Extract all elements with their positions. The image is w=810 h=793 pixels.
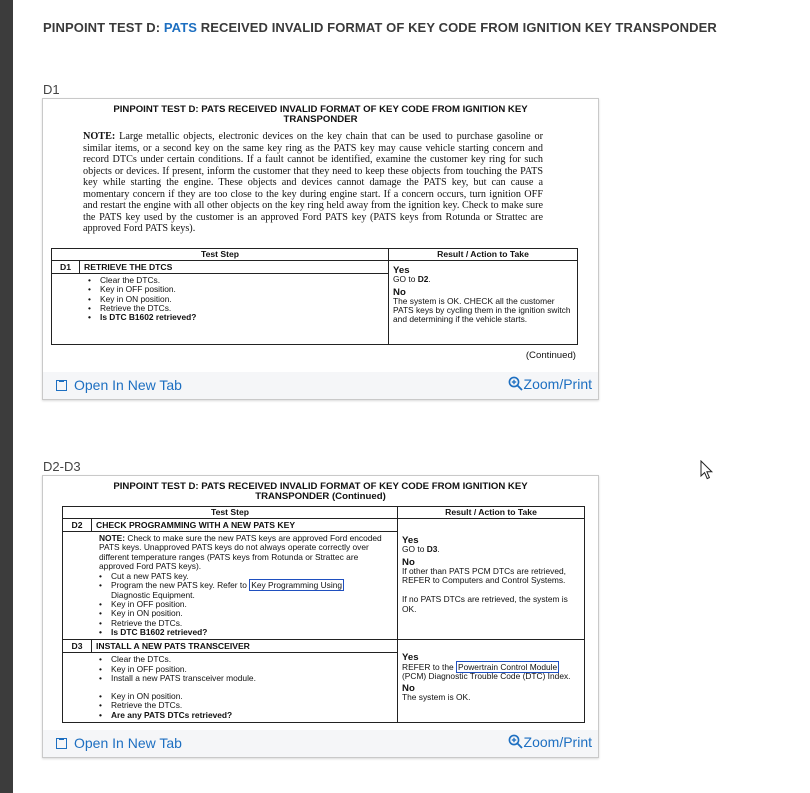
open-in-new-tab-button[interactable]: Open In New Tab (56, 377, 182, 393)
diagram-image-d2-d3[interactable] (43, 476, 598, 729)
zoom-in-icon (508, 734, 523, 749)
list-item: • Clear the DTCs. (63, 655, 397, 664)
step-number: D2 (63, 519, 92, 532)
test-table-d2-d3 (62, 506, 585, 723)
list-item: • Retrieve the DTCs. (52, 304, 388, 313)
col-header-result: Result / Action to Take (398, 507, 585, 519)
step-body-d2 (63, 532, 398, 640)
diagram-title: PINPOINT TEST D: PATS RECEIVED INVALID FORMAT OF KEY CODE FROM IGNITION KEY TRANSPONDER (Continued) (113, 481, 528, 502)
mouse-cursor-icon (700, 460, 714, 480)
key-programming-link[interactable]: Key Programming Using (251, 580, 343, 591)
zoom-print-button[interactable]: Zoom/Print (508, 376, 592, 392)
list-item: • Clear the DTCs. (52, 276, 388, 285)
open-tab-icon (56, 380, 67, 391)
diagram-title: PINPOINT TEST D: PATS RECEIVED INVALID FORMAT OF KEY CODE FROM IGNITION KEY TRANSPONDER (113, 104, 528, 125)
result-cell-d2: Yes GO to D3. No If other than PATS PCM DTCs are retrieved, REFER to Computers and Control Systems. If no PATS DTCs are retrieved, the system is OK. (398, 519, 585, 640)
step-body-d3 (63, 653, 398, 723)
list-item: • Key in OFF position. (63, 600, 397, 609)
step-title: RETRIEVE THE DTCS (80, 261, 389, 274)
powertrain-control-module-link[interactable]: Powertrain Control Module (458, 661, 558, 672)
col-header-result: Result / Action to Take (389, 249, 578, 261)
diagram-card-d1 (42, 98, 599, 400)
open-tab-icon (56, 738, 67, 749)
list-item: • Key in OFF position. (52, 285, 388, 294)
list-item: • Key in ON position. (63, 692, 397, 701)
step-title: CHECK PROGRAMMING WITH A NEW PATS KEY (92, 519, 398, 532)
list-item: • Cut a new PATS key. (63, 572, 397, 581)
result-cell: Yes GO to D2. No The system is OK. CHECK all the customer PATS keys by cycling them in the ignition switch and determining if the vehicle starts. (389, 261, 578, 345)
col-header-step: Test Step (63, 507, 398, 519)
step-body (52, 274, 389, 345)
page-title: PINPOINT TEST D: PATS RECEIVED INVALID FORMAT OF KEY CODE FROM IGNITION KEY TRANSPONDER (43, 20, 717, 35)
diagram-image-d1[interactable] (43, 99, 598, 371)
card-footer (43, 372, 598, 399)
note-paragraph: NOTE: Large metallic objects, electronic devices on the key chain that can be used to purchase gasoline or similar items, or a second key on the same key ring as the PATS key may cause vehicle starting concern and record DTCs under certain conditions. If a fault cannot be identified, examine the customer key ring for such objects or devices. If present, inform the customer that they need to keep these objects from touching the PATS key while starting the engine. These objects and devices cannot damage the PATS key, but can cause a momentary concern if they are too close to the key during engine start. If a concern occurs, turn ignition OFF and restart the engine with all other objects on the key ring held away from the ignition key. Check to make sure the PATS key used by the customer is an approved Ford PATS key (PATS keys from Rotunda or Strattec are approved Ford PATS keys). (83, 131, 543, 234)
test-table-d1 (51, 248, 578, 345)
continued-label: (Continued) (525, 350, 576, 361)
zoom-print-button[interactable]: Zoom/Print (508, 734, 592, 750)
col-header-step: Test Step (52, 249, 389, 261)
list-item: • Key in OFF position. (63, 665, 397, 674)
list-item: • Key in ON position. (52, 295, 388, 304)
step-note: NOTE: Check to make sure the new PATS keys are approved Ford encoded PATS keys. Unapproved PATS keys do not always operate correctly over different temperature ranges (PATS keys from Rotunda or Strattec are approved Ford PATS keys). (99, 533, 382, 571)
section-label-d1: D1 (43, 82, 60, 97)
list-item: • Key in ON position. (63, 609, 397, 618)
list-item: • Install a new PATS transceiver module. (63, 674, 397, 683)
result-cell-d3: Yes REFER to the Powertrain Control Module (PCM) Diagnostic Trouble Code (DTC) Index. No The system is OK. (398, 640, 585, 723)
list-item: • Are any PATS DTCs retrieved? (63, 711, 397, 720)
card-footer (43, 730, 598, 757)
open-in-new-tab-button[interactable]: Open In New Tab (56, 735, 182, 751)
pats-highlight: PATS (163, 20, 198, 35)
step-title: INSTALL A NEW PATS TRANSCEIVER (92, 640, 398, 653)
list-item: • Program the new PATS key. Refer to Key Programming Using Diagnostic Equipment. (63, 581, 397, 600)
section-label-d2-d3: D2-D3 (43, 459, 81, 474)
step-number: D1 (52, 261, 80, 274)
zoom-in-icon (508, 376, 523, 391)
step-number: D3 (63, 640, 92, 653)
list-item: • Retrieve the DTCs. (63, 619, 397, 628)
diagram-card-d2-d3 (42, 475, 599, 758)
left-rail (0, 0, 13, 793)
list-item: • Retrieve the DTCs. (63, 701, 397, 710)
list-item: • Is DTC B1602 retrieved? (52, 313, 388, 322)
list-item: • Is DTC B1602 retrieved? (63, 628, 397, 637)
